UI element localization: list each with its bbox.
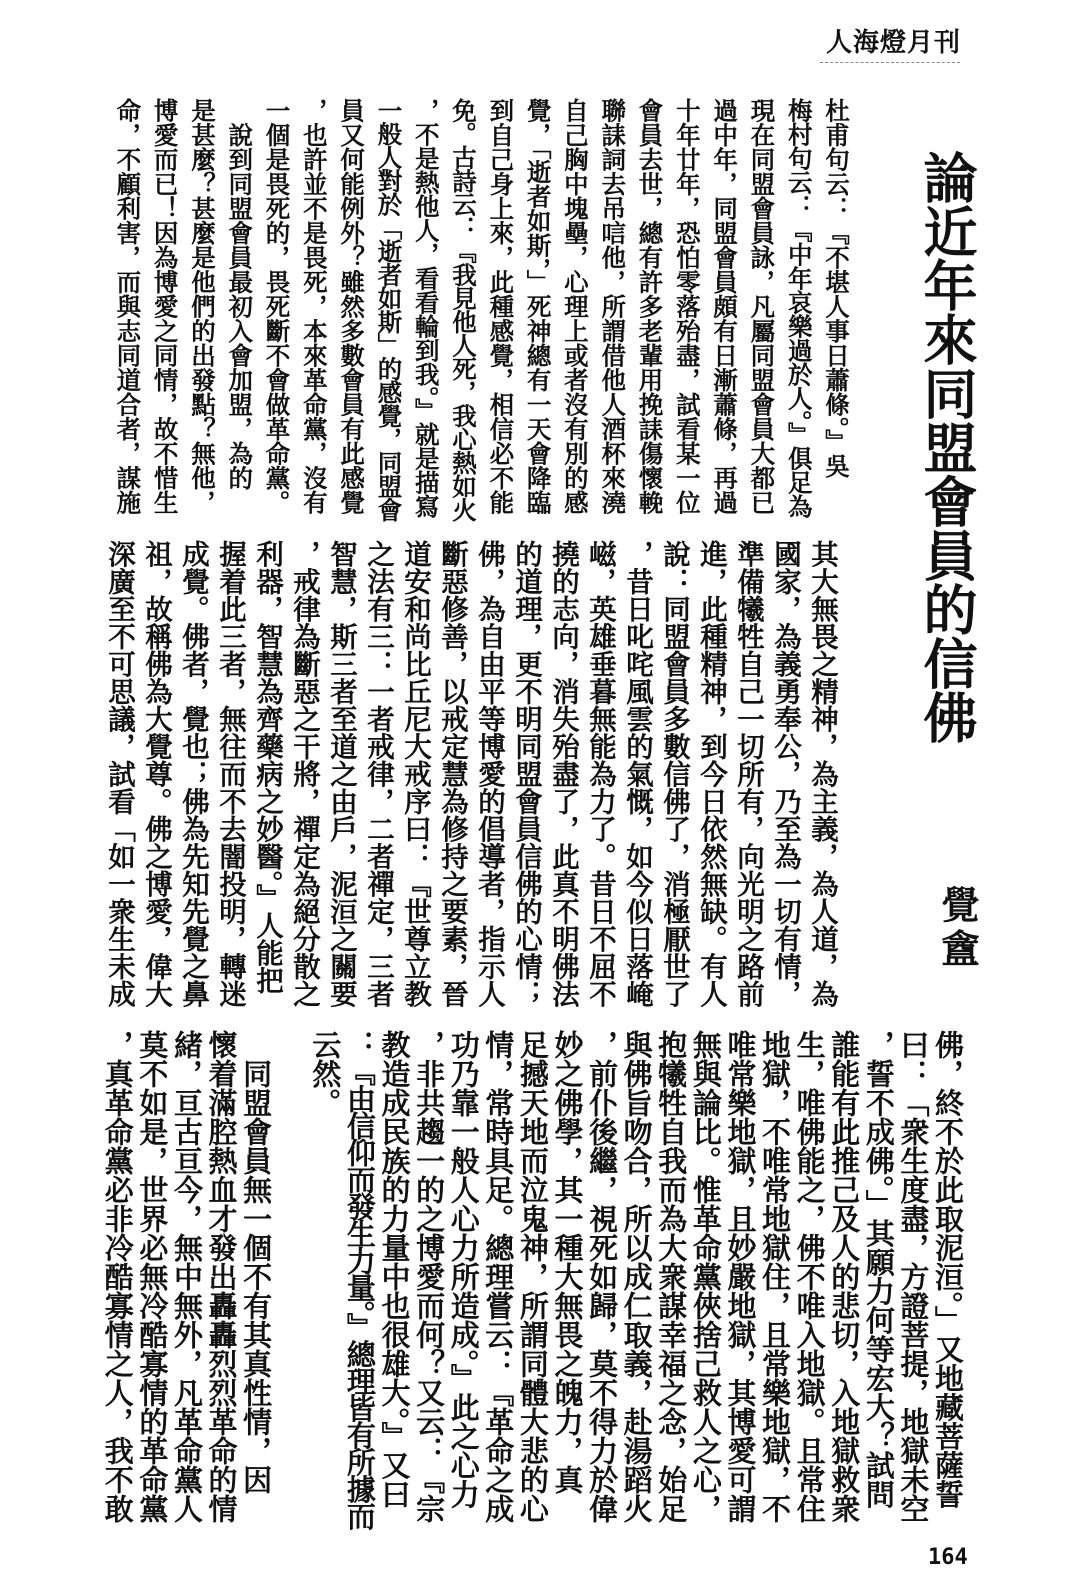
text-column: 之法有三：一者戒律，二者禪定，三者 (362, 540, 394, 1008)
text-column: 撓的志向，消失殆盡了，此真不明佛法 (547, 540, 579, 1008)
text-column: 佛，為自由平等博愛的倡導者，指示人 (473, 540, 505, 1008)
text-column: 員又何能例外？雖然多數會員有此感覺 (337, 98, 367, 515)
text-column: 進，此種精神，到今日依然無缺。有人 (695, 540, 727, 1008)
text-column: 覺，「逝者如斯，」死神總有一天會降臨 (523, 98, 553, 515)
text-column: 佛，終不於此取泥洹。」又地藏菩薩誓 (931, 1030, 965, 1509)
text-column: 免。古詩云：『我見他人死，我心熱如火 (449, 98, 479, 521)
text-column: ，誓不成佛。」其願力何等宏大？試問 (861, 1030, 896, 1509)
text-column: 教造成民族的力量中也很雄大。』又曰 (377, 1030, 412, 1509)
text-column: 十年廿年，恐怕零落殆盡，試看某一位 (672, 98, 702, 515)
text-block-lower (95, 1030, 965, 1535)
text-column: 功乃靠一般人心力所造成。』此之心力 (446, 1030, 481, 1509)
text-column: ：『由信仰而發生力量。』總理皆有所據而 (342, 1030, 377, 1529)
text-column: ，戒律為斷惡之干將，禪定為絕分散之 (288, 540, 320, 1008)
text-column: ，也許並不是畏死，本來革命黨，沒有 (299, 98, 329, 515)
text-column: 一個是畏死的，畏死斷不會做革命黨。 (262, 98, 292, 515)
text-column: 過中年，同盟會員頗有日漸蕭條，再過 (710, 98, 740, 515)
text-column: 會員去世，總有許多老輩用挽誄傷懷輓 (635, 98, 665, 515)
text-column: 云然。 (308, 1030, 343, 1117)
text-column: 自己胸中塊壘，心理上或者沒有別的感 (560, 98, 590, 515)
text-column: 國家，為義勇奉公，乃至為一切有情， (769, 540, 801, 1008)
text-column: 利器，智慧為齊藥病之妙醫。』人能把 (251, 540, 283, 994)
text-column: 說到同盟會員最初入會加盟，為的 (225, 98, 255, 490)
text-column: 唯常樂地獄，且妙嚴地獄，其博愛可謂 (723, 1030, 758, 1523)
article-author: 覺盦 (935, 885, 980, 973)
text-column: 道安和尚比丘尼大戒序曰：『世尊立教 (399, 540, 431, 1008)
text-column: 命，不顧利害，而與志同道合者，謀施 (113, 98, 143, 515)
text-column: 曰：「衆生度盡，方證菩提，地獄未空 (896, 1030, 931, 1523)
text-column: 成覺。佛者，覺也；佛為先知先覺之鼻 (177, 540, 209, 1008)
text-column: 足撼天地而泣鬼神，所謂同體大悲的心 (515, 1030, 550, 1523)
text-column: 智慧，斯三者至道之由戶，泥洹之關要 (325, 540, 357, 1008)
header-divider (820, 62, 960, 63)
text-column: 握着此三者，無往而不去闇投明，轉迷 (214, 540, 246, 1008)
text-column: 莫不如是，世界必無冷酷寡情的革命黨 (135, 1030, 170, 1523)
text-column: 一般人對於「逝者如斯」的感覺，同盟會 (374, 98, 404, 521)
text-column: 梅村句云：『中年哀樂過於人。』俱足為 (784, 98, 814, 518)
text-column: 說：同盟會員多數信佛了，消極厭世了 (658, 540, 690, 1008)
text-column: 抱犧牲自我而為大衆謀幸福之念，始足 (654, 1030, 689, 1523)
text-block-middle (95, 540, 840, 1020)
text-column: 斷惡修善，以戒定慧為修持之要素，晉 (436, 540, 468, 1008)
text-column: 到自己身上來，此種感覺，相信必不能 (486, 98, 516, 515)
text-column: 同盟會員無一個不有其真性情，因 (239, 1030, 274, 1494)
article-title: 論近年來同盟會員的信佛 (915, 150, 979, 744)
text-column: 妙之佛學，其一種大無畏之魄力，真 (550, 1030, 585, 1494)
text-column: 準備犧牲自己一切所有，向光明之路前 (732, 540, 764, 1008)
text-column: ，非共趨一的之博愛而何？又云：『宗 (412, 1030, 447, 1523)
text-column: ，前仆後繼，視死如歸，莫不得力於偉 (585, 1030, 620, 1523)
text-column: 祖，故稱佛為大覺尊。佛之博愛，偉大 (140, 540, 172, 1008)
text-column: 情，常時具足。總理嘗云：『革命之成 (481, 1030, 516, 1523)
page-number: 164 (928, 1545, 968, 1570)
journal-header: 人海燈月刊 (826, 28, 962, 58)
text-column: 是甚麼？甚麼是他們的出發點？無他， (187, 98, 217, 515)
text-column: 與佛旨吻合，所以成仁取義，赴湯蹈火 (619, 1030, 654, 1523)
text-column: 博愛而已！因為博愛之同情，故不惜生 (150, 98, 180, 515)
text-column: 其大無畏之精神，為主義，為人道，為 (806, 540, 838, 1008)
text-column: 深廣至不可思議，試看「如一衆生未成 (103, 540, 135, 1008)
text-column: 無與論比。惟革命黨俠捨己救人之心， (688, 1030, 723, 1523)
text-block-upper (95, 98, 855, 523)
text-column: 杜甫句云：『不堪人事日蕭條。』吳 (822, 98, 851, 478)
text-column: 誰能有此推己及人的悲切，入地獄救衆 (827, 1030, 862, 1523)
text-column: ，不是熱他人，看看輪到我。』就是描寫 (411, 98, 441, 518)
text-column: 的道理，更不明同盟會員信佛的心情； (510, 540, 542, 1008)
text-column: 地獄，不唯常地獄住，且常樂地獄，不 (758, 1030, 793, 1523)
text-column (273, 1030, 308, 1535)
text-column: 現在同盟會員詠，凡屬同盟會員大都已 (747, 98, 777, 515)
text-column: 聯誄詞去吊唁他，所謂借他人酒杯來澆 (598, 98, 628, 515)
text-column: 生，唯佛能之，佛不唯入地獄。且常住 (792, 1030, 827, 1523)
text-column: ，昔日叱咤風雲的氣慨，如今似日落崦 (621, 540, 653, 1008)
text-column: 懷着滿腔熱血才發出轟轟烈烈革命的情 (204, 1030, 239, 1523)
text-column: ，真革命黨必非冷酷寡情之人，我不敢 (100, 1030, 135, 1523)
text-column: 嵫，英雄垂暮無能為力了。昔日不屈不 (584, 540, 616, 1008)
text-column: 緒，亘古亘今，無中無外，凡革命黨人 (169, 1030, 204, 1523)
